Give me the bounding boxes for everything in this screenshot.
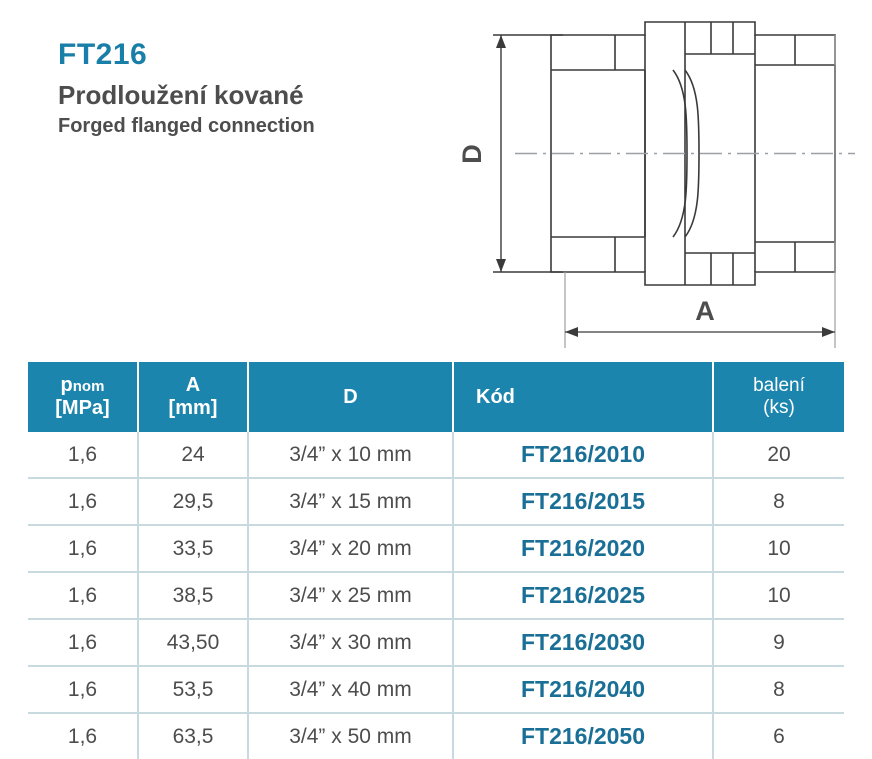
table-row	[28, 478, 844, 525]
cell-pnom: 1,6	[28, 478, 138, 525]
column-header-pnom-symbol: p	[60, 374, 73, 396]
table-body	[28, 432, 844, 759]
cell-pnom: 1,6	[28, 666, 138, 713]
product-title-czech: Prodloužení kované	[58, 80, 304, 110]
cell-packing: 8	[713, 666, 844, 713]
cell-packing: 9	[713, 619, 844, 666]
cell-a: 24	[138, 432, 248, 478]
table-header-row	[28, 362, 844, 432]
cell-pnom: 1,6	[28, 432, 138, 478]
cell-a: 43,50	[138, 619, 248, 666]
column-header-a	[138, 362, 248, 432]
cell-d: 3/4” x 30 mm	[248, 619, 453, 666]
cell-pnom: 1,6	[28, 572, 138, 619]
cell-pnom: 1,6	[28, 525, 138, 572]
cell-d: 3/4” x 15 mm	[248, 478, 453, 525]
column-header-pnom-unit: [MPa]	[55, 397, 110, 419]
cell-d: 3/4” x 20 mm	[248, 525, 453, 572]
column-header-a-symbol: A	[185, 374, 201, 396]
table-row	[28, 432, 844, 478]
cell-d: 3/4” x 10 mm	[248, 432, 453, 478]
cell-code: FT216/2015	[453, 478, 713, 525]
cell-d: 3/4” x 25 mm	[248, 572, 453, 619]
cell-packing: 8	[713, 478, 844, 525]
cell-code: FT216/2040	[453, 666, 713, 713]
table-row	[28, 572, 844, 619]
cell-packing: 10	[713, 525, 844, 572]
table-row	[28, 619, 844, 666]
product-header	[58, 38, 458, 138]
cell-code: FT216/2050	[453, 713, 713, 759]
column-header-packing-label: balení	[753, 375, 805, 397]
column-header-pnom-subscript: nom	[72, 378, 105, 395]
column-header-pnom	[28, 362, 138, 432]
cell-code: FT216/2030	[453, 619, 713, 666]
cell-packing: 6	[773, 724, 785, 748]
column-header-packing	[713, 362, 844, 432]
cell-a: 63,5	[138, 713, 248, 759]
cell-code: FT216/2025	[453, 572, 713, 619]
cell-a: 29,5	[138, 478, 248, 525]
cell-a: 38,5	[138, 572, 248, 619]
table-row	[28, 713, 844, 759]
cell-packing: 10	[713, 572, 844, 619]
technical-drawing	[455, 10, 865, 355]
column-header-d: D	[248, 362, 453, 432]
cell-code: FT216/2020	[453, 525, 713, 572]
cell-a: 33,5	[138, 525, 248, 572]
cell-code: FT216/2010	[453, 432, 713, 478]
table-row	[28, 666, 844, 713]
dimension-label-d: D	[457, 144, 488, 164]
cell-packing: 20	[713, 432, 844, 478]
table-row	[28, 525, 844, 572]
cell-d: 3/4” x 40 mm	[248, 666, 453, 713]
product-code: FT216	[58, 38, 148, 71]
column-header-a-unit: [mm]	[168, 397, 218, 419]
specification-table	[28, 362, 844, 759]
column-header-packing-unit: (ks)	[763, 397, 795, 418]
cell-pnom: 1,6	[28, 619, 138, 666]
cell-a: 53,5	[138, 666, 248, 713]
product-title-english: Forged flanged connection	[58, 114, 315, 137]
column-header-code: Kód	[453, 362, 713, 432]
dimension-label-a: A	[695, 296, 715, 326]
cell-pnom: 1,6	[28, 713, 138, 759]
cell-d: 3/4” x 50 mm	[248, 713, 453, 759]
